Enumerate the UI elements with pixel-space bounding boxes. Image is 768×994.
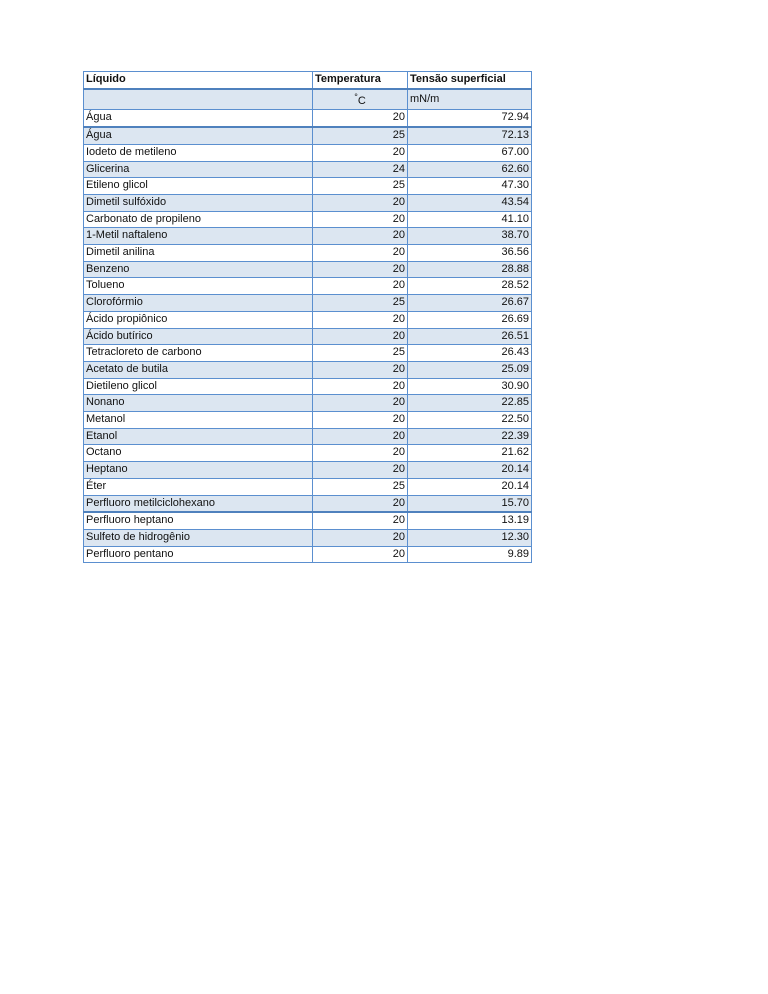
temperature-cell: 20 [313, 228, 408, 245]
tension-cell: 36.56 [408, 245, 532, 262]
liquid-cell: Perfluoro metilciclohexano [84, 495, 313, 512]
header-liquid: Líquido [84, 72, 313, 89]
table-row [84, 529, 532, 546]
table-row [84, 345, 532, 362]
liquid-cell: Água [84, 110, 313, 127]
tension-cell: 41.10 [408, 211, 532, 228]
table-row [84, 311, 532, 328]
temperature-cell: 20 [313, 428, 408, 445]
unit-celsius: C [357, 94, 366, 107]
tension-cell: 47.30 [408, 178, 532, 195]
liquid-cell: Dimetil anilina [84, 245, 313, 262]
table-row [84, 194, 532, 211]
unit-degree: ° [354, 91, 358, 102]
liquid-cell: Carbonato de propileno [84, 211, 313, 228]
liquid-cell: Glicerina [84, 161, 313, 178]
temperature-cell: 20 [313, 529, 408, 546]
tension-cell: 30.90 [408, 378, 532, 395]
temperature-cell: 20 [313, 311, 408, 328]
temperature-cell: 25 [313, 178, 408, 195]
tension-cell: 13.19 [408, 512, 532, 529]
liquid-cell: Etileno glicol [84, 178, 313, 195]
temperature-cell: 25 [313, 478, 408, 495]
units-row [84, 89, 532, 110]
tension-cell: 12.30 [408, 529, 532, 546]
header-row [84, 72, 532, 89]
temperature-cell: 24 [313, 161, 408, 178]
tension-cell: 67.00 [408, 144, 532, 161]
tension-cell: 26.69 [408, 311, 532, 328]
header-temperature: Temperatura [313, 72, 408, 89]
table-row [84, 278, 532, 295]
liquid-cell: Nonano [84, 395, 313, 412]
temperature-cell: 25 [313, 345, 408, 362]
liquid-cell: Dimetil sulfóxido [84, 194, 313, 211]
surface-tension-table [83, 71, 532, 563]
tension-cell: 26.67 [408, 295, 532, 312]
table-row [84, 428, 532, 445]
tension-cell: 21.62 [408, 445, 532, 462]
tension-cell: 28.52 [408, 278, 532, 295]
temperature-cell: 20 [313, 412, 408, 429]
unit-tension: mN/m [408, 89, 532, 110]
temperature-cell: 20 [313, 495, 408, 512]
liquid-cell: Etanol [84, 428, 313, 445]
liquid-cell: Ácido butírico [84, 328, 313, 345]
temperature-cell: 20 [313, 245, 408, 262]
table-row [84, 295, 532, 312]
table-row [84, 495, 532, 512]
liquid-cell: Éter [84, 478, 313, 495]
table-row [84, 412, 532, 429]
table-row [84, 462, 532, 479]
tension-cell: 62.60 [408, 161, 532, 178]
table-row [84, 161, 532, 178]
table-row [84, 245, 532, 262]
unit-temperature [313, 89, 408, 110]
temperature-cell: 25 [313, 295, 408, 312]
temperature-cell: 20 [313, 445, 408, 462]
temperature-cell: 20 [313, 278, 408, 295]
liquid-cell: Iodeto de metileno [84, 144, 313, 161]
tension-cell: 72.13 [408, 127, 532, 144]
temperature-cell: 20 [313, 378, 408, 395]
temperature-cell: 20 [313, 261, 408, 278]
table-row [84, 378, 532, 395]
table-row [84, 144, 532, 161]
tension-cell: 22.39 [408, 428, 532, 445]
liquid-cell: Sulfeto de hidrogênio [84, 529, 313, 546]
table-row [84, 395, 532, 412]
liquid-cell: Heptano [84, 462, 313, 479]
table-row [84, 127, 532, 144]
temperature-cell: 20 [313, 211, 408, 228]
table-row [84, 512, 532, 529]
table-row [84, 110, 532, 127]
temperature-cell: 25 [313, 127, 408, 144]
liquid-cell: Perfluoro pentano [84, 546, 313, 563]
temperature-cell: 20 [313, 395, 408, 412]
table-row [84, 178, 532, 195]
tension-cell: 72.94 [408, 110, 532, 127]
temperature-cell: 20 [313, 462, 408, 479]
liquid-cell: 1-Metil naftaleno [84, 228, 313, 245]
tension-cell: 22.50 [408, 412, 532, 429]
table-row [84, 328, 532, 345]
temperature-cell: 20 [313, 110, 408, 127]
table-row [84, 445, 532, 462]
temperature-cell: 20 [313, 328, 408, 345]
temperature-cell: 20 [313, 512, 408, 529]
table-body [84, 110, 532, 563]
tension-cell: 20.14 [408, 478, 532, 495]
liquid-cell: Metanol [84, 412, 313, 429]
liquid-cell: Tetracloreto de carbono [84, 345, 313, 362]
tension-cell: 38.70 [408, 228, 532, 245]
header-tension: Tensão superficial [408, 72, 532, 89]
table-row [84, 361, 532, 378]
liquid-cell: Perfluoro heptano [84, 512, 313, 529]
table-row [84, 228, 532, 245]
tension-cell: 25.09 [408, 361, 532, 378]
liquid-cell: Clorofórmio [84, 295, 313, 312]
table-row [84, 546, 532, 563]
units-liquid-empty [84, 89, 313, 110]
liquid-cell: Benzeno [84, 261, 313, 278]
tension-cell: 43.54 [408, 194, 532, 211]
tension-cell: 22.85 [408, 395, 532, 412]
table-row [84, 261, 532, 278]
tension-cell: 20.14 [408, 462, 532, 479]
tension-cell: 28.88 [408, 261, 532, 278]
table-row [84, 211, 532, 228]
liquid-cell: Dietileno glicol [84, 378, 313, 395]
tension-cell: 15.70 [408, 495, 532, 512]
temperature-cell: 20 [313, 144, 408, 161]
temperature-cell: 20 [313, 194, 408, 211]
liquid-cell: Octano [84, 445, 313, 462]
tension-cell: 26.43 [408, 345, 532, 362]
tension-cell: 9.89 [408, 546, 532, 563]
liquid-cell: Tolueno [84, 278, 313, 295]
liquid-cell: Acetato de butila [84, 361, 313, 378]
liquid-cell: Ácido propiônico [84, 311, 313, 328]
temperature-cell: 20 [313, 361, 408, 378]
table-row [84, 478, 532, 495]
tension-cell: 26.51 [408, 328, 532, 345]
temperature-cell: 20 [313, 546, 408, 563]
liquid-cell: Água [84, 127, 313, 144]
